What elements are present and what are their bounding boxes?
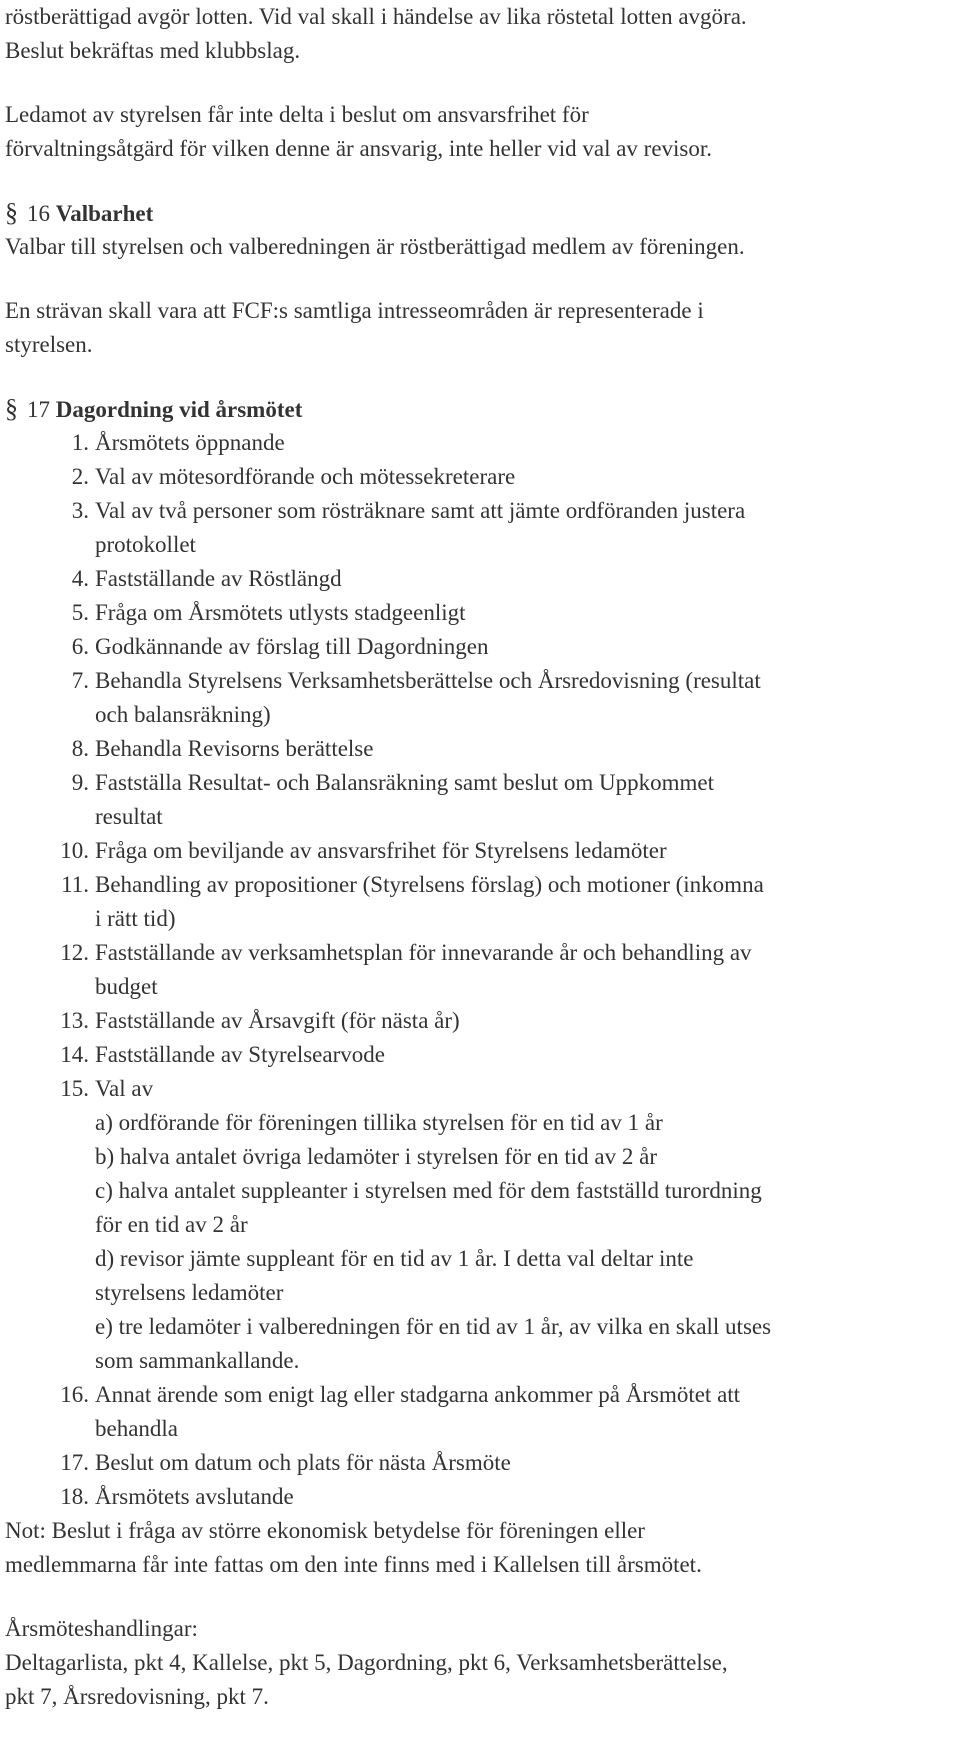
agenda-item-number: 14. [60, 1042, 89, 1067]
agenda-item-line: Fastställande av Röstlängd [95, 566, 342, 591]
agenda-item [5, 1446, 955, 1480]
agenda-item-text [95, 460, 955, 494]
agenda-item [5, 494, 955, 562]
agenda-item-line: Val av [95, 1076, 154, 1101]
agenda-item [5, 460, 955, 494]
agenda-item-number: 3. [71, 498, 89, 523]
text-line: En strävan skall vara att FCF:s samtliga intresseområden är representerade i [5, 298, 704, 323]
agenda-item-line: i rätt tid) [95, 906, 176, 931]
note-paragraph [5, 1514, 955, 1582]
agenda-item [5, 834, 955, 868]
agenda-item-number: 10. [60, 838, 89, 863]
agenda-item-line: Val av mötesordförande och mötessekreterare [95, 464, 516, 489]
agenda-item-number: 18. [60, 1484, 89, 1509]
agenda-item-text [95, 834, 955, 868]
section-number: 16 [27, 201, 50, 226]
agenda-item [5, 596, 955, 630]
agenda-item-text [95, 1038, 955, 1072]
agenda-item-line: för en tid av 2 år [95, 1212, 248, 1237]
agenda-item-line: Fråga om beviljande av ansvarsfrihet för Styrelsens ledamöter [95, 838, 667, 863]
agenda-item-number: 5. [71, 600, 89, 625]
agenda-item-number: 11. [61, 872, 89, 897]
agenda-item-number: 1. [71, 430, 89, 455]
agenda-item-text [95, 494, 955, 562]
agenda-item-number: 9. [71, 770, 89, 795]
text-line: Beslut bekräftas med klubbslag. [5, 38, 301, 63]
agenda-item-text [95, 1480, 955, 1514]
handlingar-paragraph [5, 1612, 955, 1714]
handlingar-heading: Årsmöteshandlingar: [5, 1616, 198, 1641]
section-16-text: Valbar till styrelsen och valberedningen är röstberättigad medlem av föreningen. [5, 234, 745, 259]
document-page [5, 0, 955, 1714]
section-number: 17 [27, 397, 50, 422]
agenda-item [5, 1072, 955, 1378]
agenda-item-number: 8. [71, 736, 89, 761]
agenda-item [5, 1378, 955, 1446]
text-line: medlemmarna får inte fattas om den inte finns med i Kallelsen till årsmötet. [5, 1552, 702, 1577]
agenda-item-number: 16. [60, 1382, 89, 1407]
section-16-heading [5, 196, 955, 230]
agenda-item-number: 2. [71, 464, 89, 489]
agenda-item-number: 6. [71, 634, 89, 659]
agenda-item-line: Fastställande av verksamhetsplan för innevarande år och behandling av [95, 940, 752, 965]
agenda-item-text [95, 562, 955, 596]
agenda-item-text [95, 664, 955, 732]
agenda-item-line: Behandla Styrelsens Verksamhetsberättelse och Årsredovisning (resultat [95, 668, 761, 693]
agenda-item-line: Annat ärende som enigt lag eller stadgarna ankommer på Årsmötet att [95, 1382, 741, 1407]
text-line: röstberättigad avgör lotten. Vid val skall i händelse av lika röstetal lotten avgöra. [5, 4, 747, 29]
agenda-item [5, 766, 955, 834]
intro-paragraph [5, 0, 955, 68]
agenda-item-text [95, 1446, 955, 1480]
agenda-item-line: Beslut om datum och plats för nästa Årsmöte [95, 1450, 511, 1475]
agenda-item [5, 1038, 955, 1072]
agenda-item-line: Val av två personer som rösträknare samt att jämte ordföranden justera [95, 498, 746, 523]
agenda-item [5, 664, 955, 732]
agenda-item-number: 13. [60, 1008, 89, 1033]
text-line: förvaltningsåtgärd för vilken denne är ansvarig, inte heller vid val av revisor. [5, 136, 713, 161]
agenda-list [5, 426, 955, 1514]
agenda-item-text [95, 868, 955, 936]
section-17-heading [5, 392, 955, 426]
agenda-item-line: Årsmötets avslutande [95, 1484, 294, 1509]
section-symbol: § [5, 198, 18, 227]
agenda-item [5, 426, 955, 460]
agenda-item-line: Årsmötets öppnande [95, 430, 285, 455]
section-title: Valbarhet [55, 201, 154, 226]
text-line: Deltagarlista, pkt 4, Kallelse, pkt 5, Dagordning, pkt 6, Verksamhetsberättelse, [5, 1650, 728, 1675]
agenda-item [5, 732, 955, 766]
agenda-item-line: styrelsens ledamöter [95, 1280, 284, 1305]
agenda-item-text [95, 936, 955, 1004]
agenda-item-line: resultat [95, 804, 163, 829]
agenda-item [5, 1004, 955, 1038]
agenda-item-text [95, 1072, 955, 1378]
agenda-item-line: e) tre ledamöter i valberedningen för en tid av 1 år, av vilka en skall utses [95, 1314, 772, 1339]
agenda-item-text [95, 1378, 955, 1446]
agenda-item-line: Fråga om Årsmötets utlysts stadgeenligt [95, 600, 466, 625]
section-16-paragraph-2 [5, 294, 955, 362]
agenda-item-line: Behandla Revisorns berättelse [95, 736, 374, 761]
ansvar-paragraph [5, 98, 955, 166]
agenda-item-line: b) halva antalet övriga ledamöter i styrelsen för en tid av 2 år [95, 1144, 658, 1169]
agenda-item-text [95, 426, 955, 460]
agenda-item-number: 17. [60, 1450, 89, 1475]
agenda-item-text [95, 630, 955, 664]
section-symbol: § [5, 394, 18, 423]
agenda-item-line: Godkännande av förslag till Dagordningen [95, 634, 489, 659]
agenda-item [5, 630, 955, 664]
agenda-item [5, 562, 955, 596]
agenda-item-line: Fastställande av Styrelsearvode [95, 1042, 385, 1067]
text-line: Ledamot av styrelsen får inte delta i beslut om ansvarsfrihet för [5, 102, 589, 127]
agenda-item-number: 15. [60, 1076, 89, 1101]
agenda-item-number: 4. [71, 566, 89, 591]
agenda-item-text [95, 1004, 955, 1038]
text-line: pkt 7, Årsredovisning, pkt 7. [5, 1684, 269, 1709]
agenda-item-line: budget [95, 974, 158, 999]
agenda-item [5, 1480, 955, 1514]
agenda-item-line: som sammankallande. [95, 1348, 300, 1373]
agenda-item-text [95, 596, 955, 630]
agenda-item-text [95, 766, 955, 834]
section-title: Dagordning vid årsmötet [55, 397, 303, 422]
agenda-item-line: c) halva antalet suppleanter i styrelsen med för dem fastställd turordning [95, 1178, 762, 1203]
text-line: styrelsen. [5, 332, 93, 357]
agenda-item-line: Fastställande av Årsavgift (för nästa år) [95, 1008, 460, 1033]
agenda-item-line: och balansräkning) [95, 702, 271, 727]
text-line: Not: Beslut i fråga av större ekonomisk betydelse för föreningen eller [5, 1518, 645, 1543]
agenda-item-line: a) ordförande för föreningen tillika styrelsen för en tid av 1 år [95, 1110, 663, 1135]
agenda-item-line: d) revisor jämte suppleant för en tid av 1 år. I detta val deltar inte [95, 1246, 694, 1271]
agenda-item-number: 12. [60, 940, 89, 965]
agenda-item-line: behandla [95, 1416, 179, 1441]
agenda-item-line: protokollet [95, 532, 196, 557]
agenda-item-line: Fastställa Resultat- och Balansräkning samt beslut om Uppkommet [95, 770, 714, 795]
agenda-item-line: Behandling av propositioner (Styrelsens förslag) och motioner (inkomna [95, 872, 764, 897]
agenda-item-text [95, 732, 955, 766]
agenda-item [5, 868, 955, 936]
agenda-item [5, 936, 955, 1004]
agenda-item-number: 7. [71, 668, 89, 693]
